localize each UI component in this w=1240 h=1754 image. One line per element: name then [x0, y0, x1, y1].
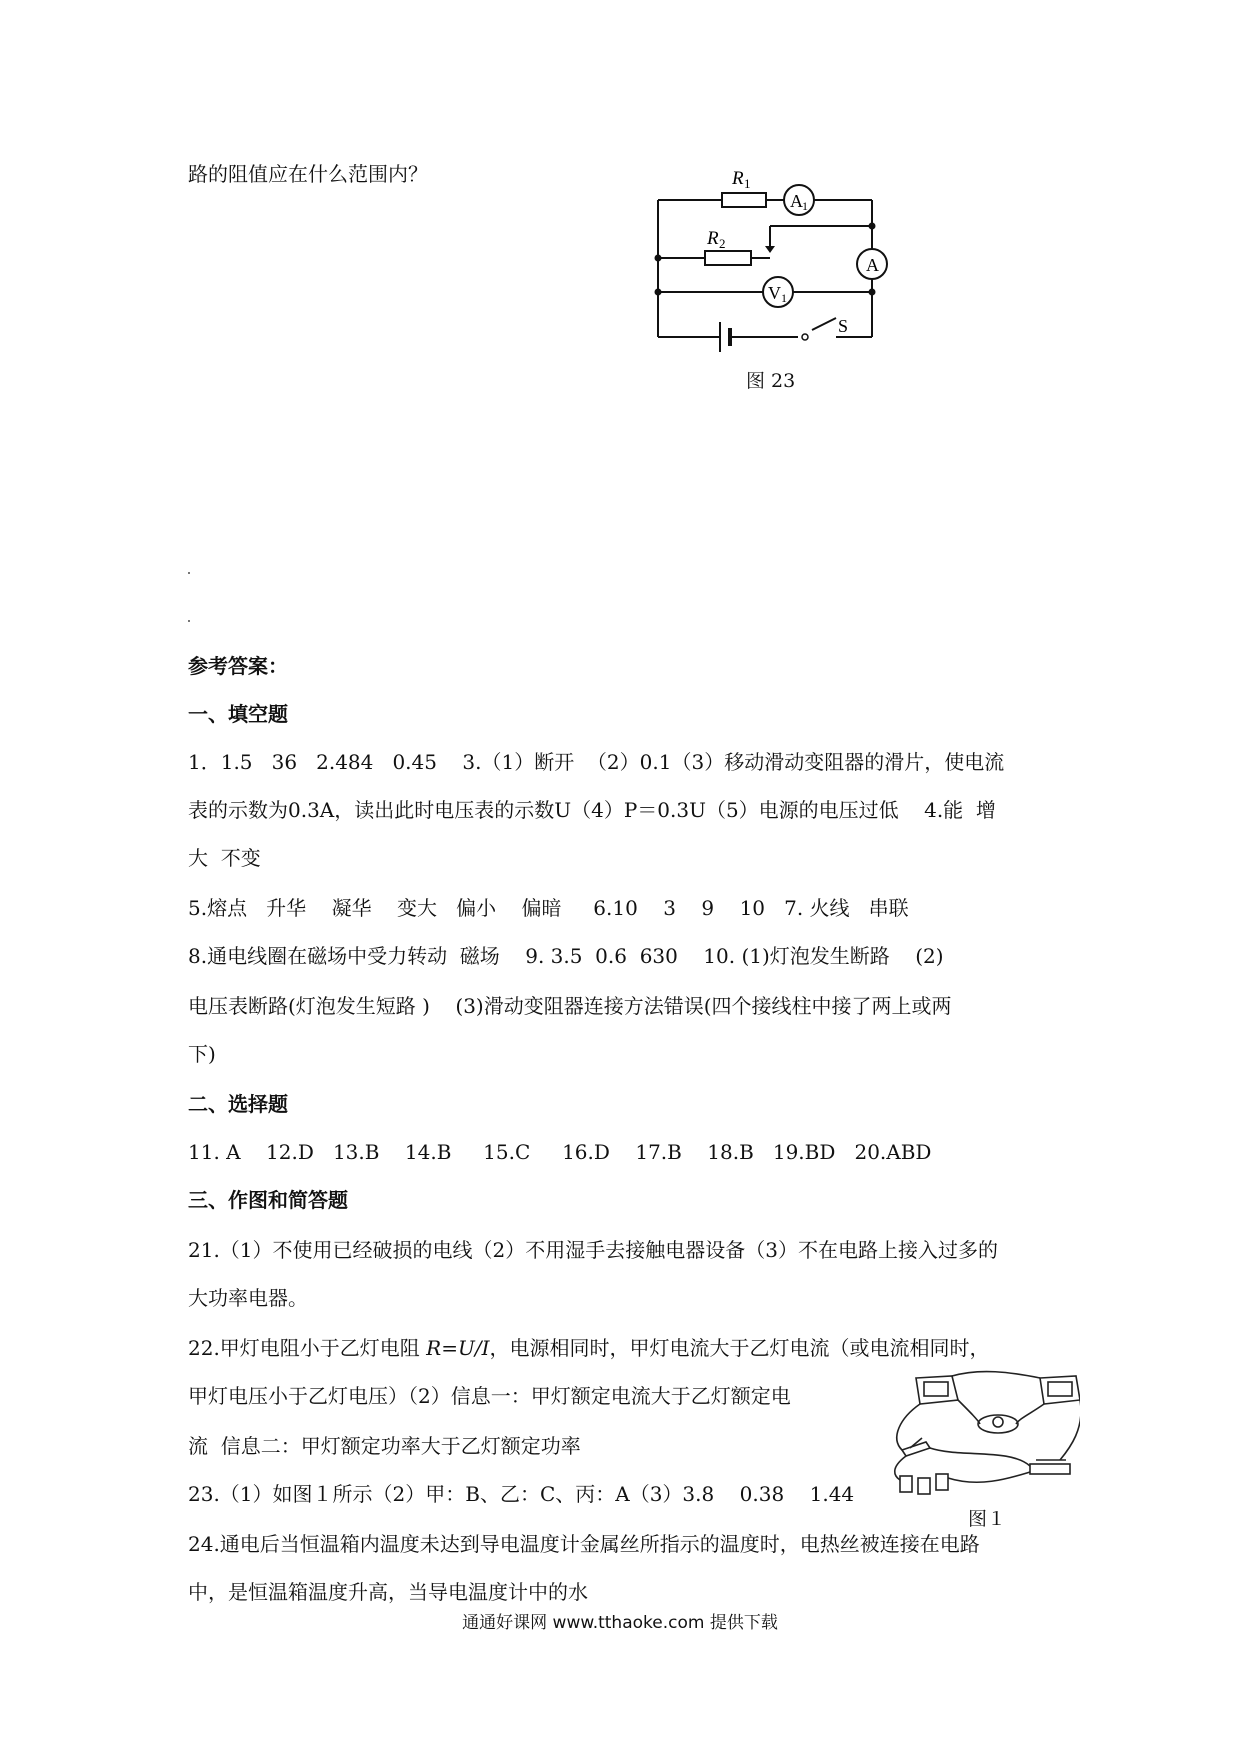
answer-line: 表的示数为0.3A，读出此时电压表的示数U（4）P＝0.3U（5）电源的电压过低 4.能 增	[188, 798, 996, 822]
section-fill-blank: 一、填空题	[188, 702, 288, 726]
answer-line: 下)	[188, 1042, 216, 1066]
label-r2-sub: 2	[719, 236, 726, 251]
label-s: S	[838, 316, 849, 336]
choice-answers: 11. A 12.D 13.B 14.B 15.C 16.D 17.B 18.B 19.BD 20.ABD	[188, 1140, 932, 1164]
label-a1-sub: 1	[802, 199, 808, 213]
label-r2: R	[707, 228, 719, 249]
answer-line: 5.熔点 升华 凝华 变大 偏小 偏暗 6.10 3 9 10 7. 火线 串联	[188, 896, 909, 920]
label-a1: A	[790, 191, 803, 211]
question-tail: 路的阻值应在什么范围内？	[188, 162, 428, 186]
answer-22-prefix: 22.甲灯电阻小于乙灯电阻	[188, 1336, 427, 1360]
answer-line: 中，是恒温箱温度升高，当导电温度计中的水	[188, 1580, 588, 1604]
answers-heading: 参考答案：	[188, 654, 288, 678]
answer-22	[188, 1334, 989, 1362]
fig1-caption: 图１	[968, 1508, 1007, 1530]
answer-line: 大功率电器。	[188, 1286, 308, 1310]
resistor-r1	[722, 193, 766, 207]
section-drawing-short: 三、作图和简答题	[188, 1188, 348, 1212]
label-r1: R	[732, 168, 744, 189]
label-v1-sub: 1	[781, 291, 787, 305]
label-a: A	[866, 255, 879, 275]
label-r1-sub: 1	[744, 176, 751, 191]
answer-22-suffix: ，电源相同时，甲灯电流大于乙灯电流（或电流相同时，	[489, 1336, 990, 1360]
answer-line: 24.通电后当恒温箱内温度未达到导电温度计金属丝所指示的温度时，电热丝被连接在电路	[188, 1532, 980, 1556]
answer-line: 23.（1）如图１所示（2）甲：B、乙：C、丙：A（3）3.8 0.38 1.44	[188, 1482, 855, 1506]
circuit-diagram	[640, 160, 900, 360]
figure-1-sketch	[880, 1368, 1080, 1508]
formula: R=U/I	[426, 1336, 490, 1360]
answer-line: 1．1.5 36 2.484 0.45 3.（1）断开 （2）0.1（3）移动滑动变阻器的滑片，使电流	[188, 750, 1005, 774]
label-v1: V	[768, 283, 781, 303]
stray-dot	[188, 572, 190, 574]
answer-line: 甲灯电压小于乙灯电压）（2）信息一：甲灯额定电流大于乙灯额定电	[188, 1384, 791, 1408]
answer-line: 21.（1）不使用已经破损的电线（2）不用湿手去接触电器设备（3）不在电路上接入过多的	[188, 1238, 998, 1262]
answer-line: 大 不变	[188, 846, 261, 870]
resistor-r2	[705, 251, 751, 265]
answer-line: 电压表断路(灯泡发生短路 ) (3)滑动变阻器连接方法错误(四个接线柱中接了两上或两	[188, 994, 952, 1018]
section-choice: 二、选择题	[188, 1092, 288, 1116]
answer-line: 流 信息二：甲灯额定功率大于乙灯额定功率	[188, 1434, 581, 1458]
answer-line: 8.通电线圈在磁场中受力转动 磁场 9. 3.5 0.6 630 10. (1)灯泡发生断路 (2)	[188, 944, 944, 968]
fig23-caption: 图 23	[746, 370, 796, 392]
stray-dot	[188, 620, 190, 622]
footer: 通通好课网 www.tthaoke.com 提供下载	[462, 1613, 778, 1633]
